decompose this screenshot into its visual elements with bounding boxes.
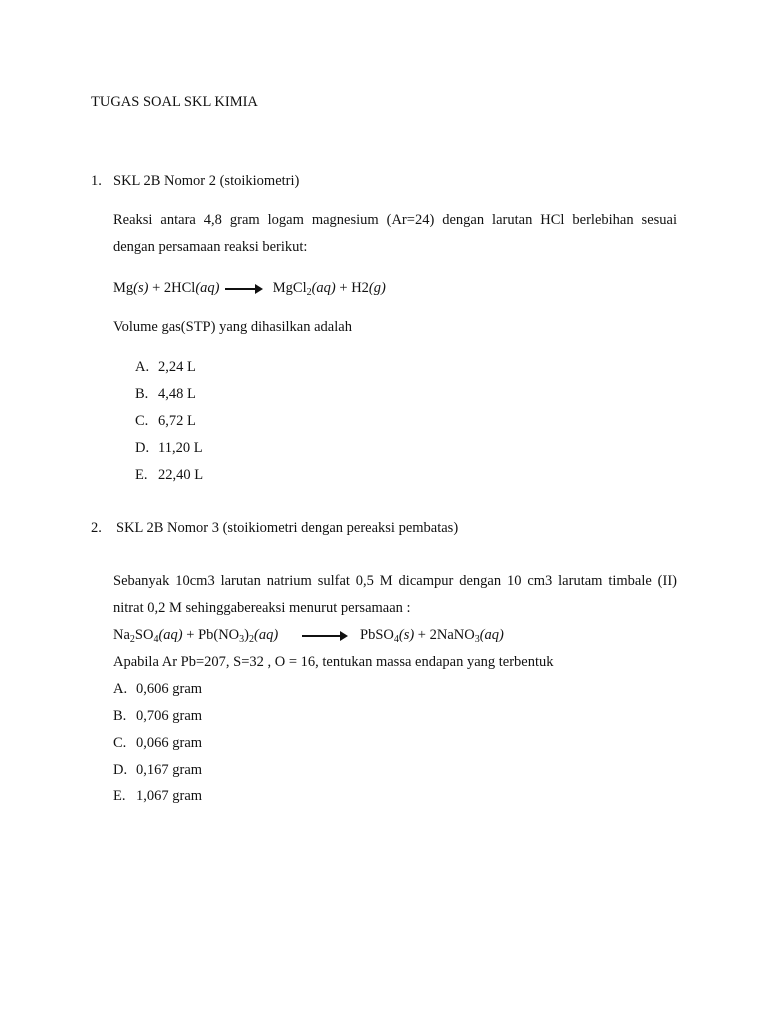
q1-eq-product1-sub: 2: [306, 287, 312, 298]
q1-stem-line2: dengan persamaan reaksi berikut:: [113, 239, 308, 255]
q1-option-letter: A.: [135, 359, 150, 375]
q2-option-letter: C.: [113, 735, 127, 751]
q2-equation-products: [360, 626, 504, 644]
q1-option-text: 4,48 L: [158, 386, 196, 402]
q2-option-text: 0,706 gram: [136, 708, 203, 724]
q1-eq-state2: (aq): [195, 280, 220, 296]
q1-eq-state4: (g): [368, 280, 386, 296]
reaction-arrow-icon: [302, 635, 346, 637]
q1-option-letter: D.: [135, 440, 150, 456]
q1-heading: SKL 2B Nomor 2 (stoikiometri): [113, 173, 300, 189]
q1-option-letter: B.: [135, 386, 149, 402]
q2-question: Apabila Ar Pb=207, S=32 , O = 16, tentukan massa endapan yang terbentuk: [113, 654, 554, 670]
q2-option-text: 0,606 gram: [136, 681, 203, 697]
q1-eq-reactant2: + 2HCl: [148, 280, 196, 296]
q2-stem-line2: nitrat 0,2 M sehinggabereaksi menurut persamaan :: [113, 600, 411, 616]
q1-option-text: 22,40 L: [158, 467, 204, 483]
q2-eq-d-state: (aq): [479, 627, 504, 643]
q2-option-text: 1,067 gram: [136, 788, 203, 804]
q2-option-letter: A.: [113, 681, 128, 697]
q2-option-text: 0,066 gram: [136, 735, 203, 751]
q2-number: 2.: [91, 520, 102, 536]
q1-equation: [113, 279, 386, 297]
q1-option-letter: C.: [135, 413, 149, 429]
q2-option-letter: B.: [113, 708, 127, 724]
reaction-arrow-icon: [225, 288, 261, 290]
q2-option-letter: D.: [113, 762, 128, 778]
q2-eq-c-sub: 4: [393, 634, 399, 645]
q2-eq-b-close: ): [244, 627, 249, 643]
q1-option-text: 2,24 L: [158, 359, 196, 375]
q2-option-text: 0,167 gram: [136, 762, 203, 778]
q1-eq-product1: MgCl: [272, 280, 307, 296]
q2-eq-b-sub: 3: [239, 634, 245, 645]
q2-eq-d: + 2NaNO: [414, 627, 475, 643]
q2-eq-a2: SO: [134, 627, 154, 643]
q2-heading: SKL 2B Nomor 3 (stoikiometri dengan pereaksi pembatas): [116, 520, 459, 536]
q2-eq-c: PbSO: [360, 627, 394, 643]
q1-option-letter: E.: [135, 467, 148, 483]
q1-option-text: 11,20 L: [158, 440, 203, 456]
q2-equation-reactants: [113, 626, 278, 644]
q1-question: Volume gas(STP) yang dihasilkan adalah: [113, 319, 352, 335]
q2-stem-line1: Sebanyak 10cm3 larutan natrium sulfat 0,5 M dicampur dengan 10 cm3 larutam timbale (II): [113, 573, 677, 589]
q1-eq-product2: + H2: [335, 280, 369, 296]
q2-eq-b-sub2: 2: [249, 634, 254, 645]
q2-eq-b-state: (aq): [254, 627, 279, 643]
q1-option-text: 6,72 L: [158, 413, 196, 429]
q2-eq-a1-sub: 2: [129, 634, 135, 645]
q1-eq-state3: (aq): [311, 280, 336, 296]
q1-stem-line1: Reaksi antara 4,8 gram logam magnesium (Ar=24) dengan larutan HCl berlebihan sesuai: [113, 212, 677, 228]
q2-eq-d-sub: 3: [474, 634, 480, 645]
q2-eq-a-state: (aq): [158, 627, 183, 643]
q1-number: 1.: [91, 173, 102, 189]
q2-eq-a1: Na: [113, 627, 130, 643]
q1-eq-reactant1: Mg: [113, 280, 134, 296]
q2-option-letter: E.: [113, 788, 126, 804]
document-title: TUGAS SOAL SKL KIMIA: [91, 94, 258, 110]
q1-eq-state1: (s): [133, 280, 149, 296]
q2-eq-a2-sub: 4: [153, 634, 159, 645]
q2-eq-b: + Pb(NO: [182, 627, 240, 643]
q2-eq-c-state: (s): [398, 627, 415, 643]
